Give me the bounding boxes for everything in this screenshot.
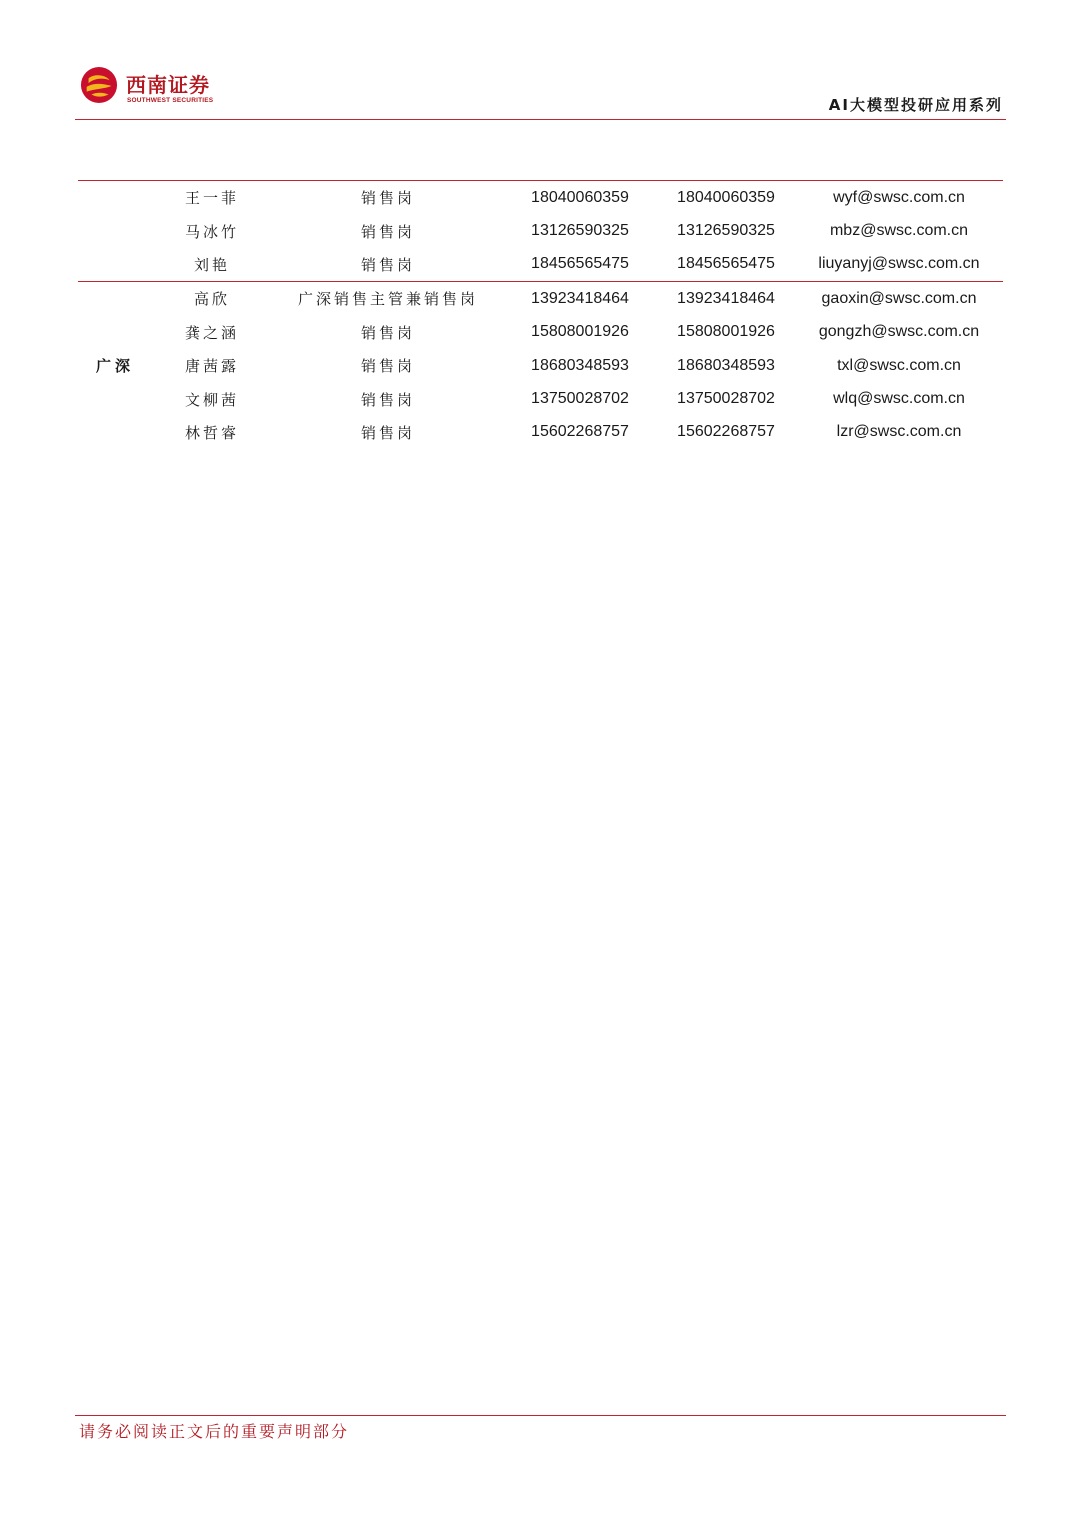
contact-row (78, 282, 1003, 315)
southwest-securities-logo (80, 66, 230, 110)
contact-mobile: 18456565475 (677, 255, 775, 273)
contact-name: 刘艳 (193, 255, 230, 274)
contact-name: 唐茜露 (184, 357, 239, 376)
contact-email: mbz@swsc.com.cn (829, 222, 969, 240)
contact-email: gaoxin@swsc.com.cn (821, 289, 977, 307)
contact-phone: 13750028702 (531, 390, 629, 408)
contact-email: wyf@swsc.com.cn (833, 188, 965, 206)
footer-divider (75, 1415, 1006, 1416)
contact-group (78, 180, 1003, 281)
contact-mobile: 13126590325 (677, 222, 775, 240)
contact-mobile: 13923418464 (677, 289, 775, 307)
contact-phone: 18680348593 (531, 356, 629, 374)
contact-name: 文柳茜 (184, 390, 239, 409)
contact-phone: 13126590325 (531, 222, 629, 240)
contact-row (78, 316, 1003, 349)
disclaimer-note: 请务必阅读正文后的重要声明部分 (79, 1422, 350, 1441)
sales-contacts-table (78, 180, 1003, 449)
contact-row (78, 382, 1003, 415)
contact-post: 销售岗 (360, 255, 415, 274)
contact-email: gongzh@swsc.com.cn (818, 323, 980, 341)
logo-english-name: SOUTHWEST SECURITIES (127, 97, 214, 104)
contact-row (78, 214, 1003, 247)
contact-email: lzr@swsc.com.cn (836, 423, 962, 441)
region-label: 广深 (95, 357, 134, 376)
contact-row (78, 349, 1003, 382)
contact-name: 高欣 (193, 290, 230, 309)
contact-post: 销售岗 (360, 357, 415, 376)
logo-emblem-icon (80, 66, 118, 104)
contact-group (78, 281, 1003, 449)
contact-mobile: 13750028702 (677, 390, 775, 408)
contact-row (78, 248, 1003, 281)
logo-chinese-name: 西南证券 (126, 73, 210, 97)
contact-phone: 18040060359 (531, 188, 629, 206)
contact-row (78, 416, 1003, 449)
contact-post: 广深销售主管兼销售岗 (297, 290, 478, 309)
contact-mobile: 15808001926 (677, 323, 775, 341)
header-divider (75, 119, 1006, 120)
contact-mobile: 18680348593 (677, 356, 775, 374)
contact-post: 销售岗 (360, 423, 415, 442)
contact-name: 王一菲 (184, 189, 239, 208)
contact-phone: 18456565475 (531, 255, 629, 273)
contact-name: 林哲睿 (184, 423, 239, 442)
contact-name: 龚之涵 (184, 323, 239, 342)
contact-email: txl@swsc.com.cn (837, 356, 961, 374)
contact-row (78, 181, 1003, 214)
series-title: AI大模型投研应用系列 (828, 96, 1003, 114)
contact-email: wlq@swsc.com.cn (833, 390, 965, 408)
contact-post: 销售岗 (360, 323, 415, 342)
contact-post: 销售岗 (360, 222, 415, 241)
contact-phone: 15602268757 (531, 423, 629, 441)
contact-post: 销售岗 (360, 390, 415, 409)
contact-phone: 13923418464 (531, 289, 629, 307)
contact-mobile: 15602268757 (677, 423, 775, 441)
contact-mobile: 18040060359 (677, 188, 775, 206)
contact-phone: 15808001926 (531, 323, 629, 341)
contact-post: 销售岗 (360, 189, 415, 208)
contact-email: liuyanyj@swsc.com.cn (818, 255, 980, 273)
contact-name: 马冰竹 (184, 222, 239, 241)
